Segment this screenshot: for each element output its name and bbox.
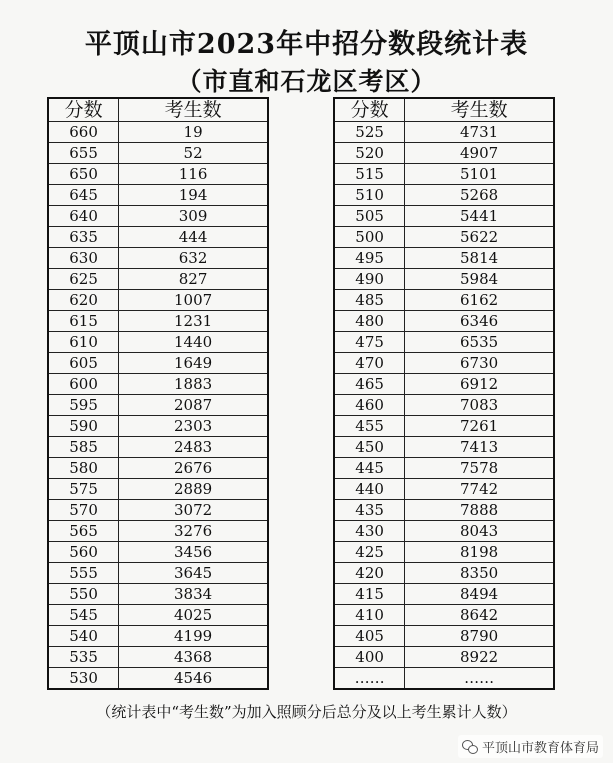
table-row bbox=[334, 500, 554, 521]
cell-count: 5268 bbox=[405, 185, 554, 206]
cell-count: 8922 bbox=[405, 647, 554, 668]
table-row bbox=[48, 227, 268, 248]
cell-count: 7578 bbox=[405, 458, 554, 479]
cell-score: 625 bbox=[48, 269, 119, 290]
cell-count: 3645 bbox=[119, 563, 268, 584]
page-title: 平顶山市2023年中招分数段统计表 bbox=[84, 29, 529, 60]
table-row bbox=[48, 248, 268, 269]
cell-count: 7742 bbox=[405, 479, 554, 500]
table-row bbox=[48, 584, 268, 605]
cell-count: 444 bbox=[119, 227, 268, 248]
table-row bbox=[334, 605, 554, 626]
watermark bbox=[458, 735, 603, 758]
cell-score: 615 bbox=[48, 311, 119, 332]
cell-count: 4907 bbox=[405, 143, 554, 164]
cell-score: 470 bbox=[334, 353, 405, 374]
cell-score: 440 bbox=[334, 479, 405, 500]
table-row bbox=[334, 290, 554, 311]
cell-count: 6730 bbox=[405, 353, 554, 374]
cell-score: 600 bbox=[48, 374, 119, 395]
table-row bbox=[48, 479, 268, 500]
cell-score: 400 bbox=[334, 647, 405, 668]
score-table-right bbox=[333, 97, 555, 690]
table-row bbox=[48, 500, 268, 521]
cell-count: 5814 bbox=[405, 248, 554, 269]
cell-score: 555 bbox=[48, 563, 119, 584]
cell-count: 6912 bbox=[405, 374, 554, 395]
header-score: 分数 bbox=[48, 98, 119, 122]
table-row bbox=[334, 248, 554, 269]
cell-score: 575 bbox=[48, 479, 119, 500]
table-row bbox=[48, 311, 268, 332]
cell-count: 3276 bbox=[119, 521, 268, 542]
cell-count: …… bbox=[405, 668, 554, 690]
table-row bbox=[334, 458, 554, 479]
cell-score: 540 bbox=[48, 626, 119, 647]
table-row bbox=[334, 626, 554, 647]
cell-count: 19 bbox=[119, 122, 268, 143]
table-row bbox=[334, 374, 554, 395]
cell-score: 660 bbox=[48, 122, 119, 143]
cell-score: 405 bbox=[334, 626, 405, 647]
cell-count: 194 bbox=[119, 185, 268, 206]
table-row bbox=[334, 479, 554, 500]
cell-score: 620 bbox=[48, 290, 119, 311]
table-row bbox=[334, 185, 554, 206]
cell-score: 530 bbox=[48, 668, 119, 690]
cell-score: 450 bbox=[334, 437, 405, 458]
cell-count: 3072 bbox=[119, 500, 268, 521]
table-row bbox=[334, 227, 554, 248]
cell-score: 560 bbox=[48, 542, 119, 563]
cell-count: 8494 bbox=[405, 584, 554, 605]
cell-count: 8790 bbox=[405, 626, 554, 647]
cell-score: 495 bbox=[334, 248, 405, 269]
cell-score: 475 bbox=[334, 332, 405, 353]
cell-count: 2303 bbox=[119, 416, 268, 437]
cell-score: 605 bbox=[48, 353, 119, 374]
cell-count: 827 bbox=[119, 269, 268, 290]
table-row bbox=[48, 458, 268, 479]
cell-score: 585 bbox=[48, 437, 119, 458]
footnote: （统计表中“考生数”为加入照顾分后总分及以上考生累计人数） bbox=[96, 703, 517, 721]
page-subtitle: （市直和石龙区考区） bbox=[176, 67, 437, 96]
table-row bbox=[48, 290, 268, 311]
table-row bbox=[334, 416, 554, 437]
cell-score: 535 bbox=[48, 647, 119, 668]
table-row bbox=[48, 269, 268, 290]
cell-count: 7413 bbox=[405, 437, 554, 458]
table-row bbox=[334, 143, 554, 164]
cell-count: 7261 bbox=[405, 416, 554, 437]
cell-count: 1649 bbox=[119, 353, 268, 374]
cell-score: 455 bbox=[334, 416, 405, 437]
cell-score: 480 bbox=[334, 311, 405, 332]
cell-score: 510 bbox=[334, 185, 405, 206]
table-row bbox=[334, 647, 554, 668]
cell-count: 2087 bbox=[119, 395, 268, 416]
cell-score: 525 bbox=[334, 122, 405, 143]
cell-count: 8642 bbox=[405, 605, 554, 626]
cell-score: 425 bbox=[334, 542, 405, 563]
table-row bbox=[48, 647, 268, 668]
cell-count: 4731 bbox=[405, 122, 554, 143]
table-row bbox=[334, 563, 554, 584]
table-row bbox=[334, 542, 554, 563]
cell-score: 580 bbox=[48, 458, 119, 479]
table-row bbox=[48, 332, 268, 353]
cell-count: 7888 bbox=[405, 500, 554, 521]
cell-count: 1231 bbox=[119, 311, 268, 332]
cell-count: 8043 bbox=[405, 521, 554, 542]
table-row bbox=[334, 668, 554, 690]
cell-count: 4025 bbox=[119, 605, 268, 626]
table-row bbox=[48, 626, 268, 647]
watermark-label: 平顶山市教育体育局 bbox=[481, 741, 599, 756]
cell-count: 5441 bbox=[405, 206, 554, 227]
cell-score: 420 bbox=[334, 563, 405, 584]
cell-count: 5622 bbox=[405, 227, 554, 248]
table-row bbox=[48, 605, 268, 626]
table-row bbox=[48, 185, 268, 206]
table-row bbox=[48, 395, 268, 416]
cell-count: 1440 bbox=[119, 332, 268, 353]
header-score: 分数 bbox=[334, 98, 405, 122]
cell-count: 3834 bbox=[119, 584, 268, 605]
table-row bbox=[48, 353, 268, 374]
cell-count: 8350 bbox=[405, 563, 554, 584]
table-row bbox=[334, 206, 554, 227]
cell-count: 3456 bbox=[119, 542, 268, 563]
header-count: 考生数 bbox=[405, 98, 554, 122]
cell-count: 4368 bbox=[119, 647, 268, 668]
cell-score: 570 bbox=[48, 500, 119, 521]
table-row bbox=[48, 143, 268, 164]
table-row bbox=[48, 374, 268, 395]
table-row bbox=[334, 311, 554, 332]
wechat-icon bbox=[462, 740, 478, 754]
cell-score: 545 bbox=[48, 605, 119, 626]
cell-score: 490 bbox=[334, 269, 405, 290]
table-row bbox=[48, 122, 268, 143]
cell-score: 565 bbox=[48, 521, 119, 542]
cell-score: …… bbox=[334, 668, 405, 690]
table-row bbox=[334, 584, 554, 605]
table-row bbox=[48, 206, 268, 227]
cell-count: 2676 bbox=[119, 458, 268, 479]
cell-count: 52 bbox=[119, 143, 268, 164]
cell-count: 5984 bbox=[405, 269, 554, 290]
cell-score: 430 bbox=[334, 521, 405, 542]
table-header-row bbox=[48, 98, 268, 122]
cell-score: 550 bbox=[48, 584, 119, 605]
cell-score: 655 bbox=[48, 143, 119, 164]
table-row bbox=[334, 521, 554, 542]
table-row bbox=[334, 164, 554, 185]
cell-score: 485 bbox=[334, 290, 405, 311]
cell-score: 590 bbox=[48, 416, 119, 437]
cell-score: 465 bbox=[334, 374, 405, 395]
table-row bbox=[48, 668, 268, 690]
table-row bbox=[48, 437, 268, 458]
header-count: 考生数 bbox=[119, 98, 268, 122]
table-row bbox=[48, 521, 268, 542]
cell-count: 4199 bbox=[119, 626, 268, 647]
table-row bbox=[48, 416, 268, 437]
cell-score: 460 bbox=[334, 395, 405, 416]
cell-count: 6535 bbox=[405, 332, 554, 353]
cell-score: 415 bbox=[334, 584, 405, 605]
table-header-row bbox=[334, 98, 554, 122]
cell-count: 2889 bbox=[119, 479, 268, 500]
cell-score: 520 bbox=[334, 143, 405, 164]
table-row bbox=[334, 353, 554, 374]
cell-count: 632 bbox=[119, 248, 268, 269]
cell-score: 650 bbox=[48, 164, 119, 185]
cell-score: 515 bbox=[334, 164, 405, 185]
cell-score: 595 bbox=[48, 395, 119, 416]
cell-count: 116 bbox=[119, 164, 268, 185]
cell-score: 505 bbox=[334, 206, 405, 227]
cell-count: 2483 bbox=[119, 437, 268, 458]
cell-score: 640 bbox=[48, 206, 119, 227]
cell-count: 6162 bbox=[405, 290, 554, 311]
cell-score: 610 bbox=[48, 332, 119, 353]
cell-score: 645 bbox=[48, 185, 119, 206]
cell-count: 7083 bbox=[405, 395, 554, 416]
cell-count: 1883 bbox=[119, 374, 268, 395]
cell-score: 500 bbox=[334, 227, 405, 248]
cell-count: 5101 bbox=[405, 164, 554, 185]
cell-score: 435 bbox=[334, 500, 405, 521]
table-row bbox=[334, 395, 554, 416]
cell-score: 635 bbox=[48, 227, 119, 248]
table-row bbox=[334, 437, 554, 458]
cell-count: 4546 bbox=[119, 668, 268, 690]
cell-count: 8198 bbox=[405, 542, 554, 563]
table-row bbox=[48, 563, 268, 584]
cell-score: 445 bbox=[334, 458, 405, 479]
table-row bbox=[334, 332, 554, 353]
cell-count: 6346 bbox=[405, 311, 554, 332]
cell-score: 410 bbox=[334, 605, 405, 626]
table-row bbox=[48, 164, 268, 185]
cell-count: 309 bbox=[119, 206, 268, 227]
table-row bbox=[334, 269, 554, 290]
table-row bbox=[48, 542, 268, 563]
table-row bbox=[334, 122, 554, 143]
score-table-left bbox=[47, 97, 269, 690]
cell-count: 1007 bbox=[119, 290, 268, 311]
cell-score: 630 bbox=[48, 248, 119, 269]
